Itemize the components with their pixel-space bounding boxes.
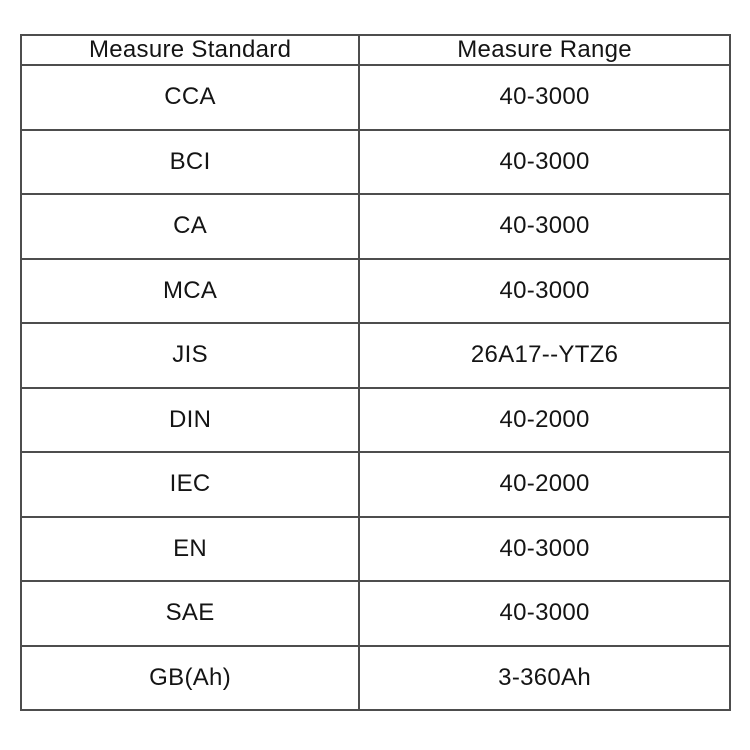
- table-row: [21, 323, 730, 388]
- range-cell: 40-3000: [359, 65, 730, 130]
- column-header-measure-standard: Measure Standard: [21, 35, 359, 65]
- measure-spec-table: [20, 34, 731, 711]
- table-row: [21, 388, 730, 453]
- table-row: [21, 517, 730, 582]
- standard-cell: CCA: [21, 65, 359, 130]
- table-row: [21, 130, 730, 195]
- table-row: [21, 581, 730, 646]
- standard-cell: MCA: [21, 259, 359, 324]
- table-row: [21, 194, 730, 259]
- standard-cell: BCI: [21, 130, 359, 195]
- table-row: [21, 452, 730, 517]
- table-row: [21, 65, 730, 130]
- range-cell: 40-3000: [359, 259, 730, 324]
- standard-cell: IEC: [21, 452, 359, 517]
- standard-cell: EN: [21, 517, 359, 582]
- column-header-measure-range: Measure Range: [359, 35, 730, 65]
- standard-cell: DIN: [21, 388, 359, 453]
- range-cell: 40-3000: [359, 130, 730, 195]
- table-header-row: [21, 35, 730, 65]
- range-cell: 40-2000: [359, 388, 730, 453]
- standard-cell: SAE: [21, 581, 359, 646]
- standard-cell: JIS: [21, 323, 359, 388]
- standard-cell: CA: [21, 194, 359, 259]
- table-row: [21, 259, 730, 324]
- range-cell: 40-3000: [359, 581, 730, 646]
- measure-standard-range-table: [20, 34, 731, 711]
- range-cell: 40-3000: [359, 194, 730, 259]
- range-cell: 40-2000: [359, 452, 730, 517]
- range-cell: 26A17--YTZ6: [359, 323, 730, 388]
- standard-cell: GB(Ah): [21, 646, 359, 711]
- range-cell: 3-360Ah: [359, 646, 730, 711]
- range-cell: 40-3000: [359, 517, 730, 582]
- table-row: [21, 646, 730, 711]
